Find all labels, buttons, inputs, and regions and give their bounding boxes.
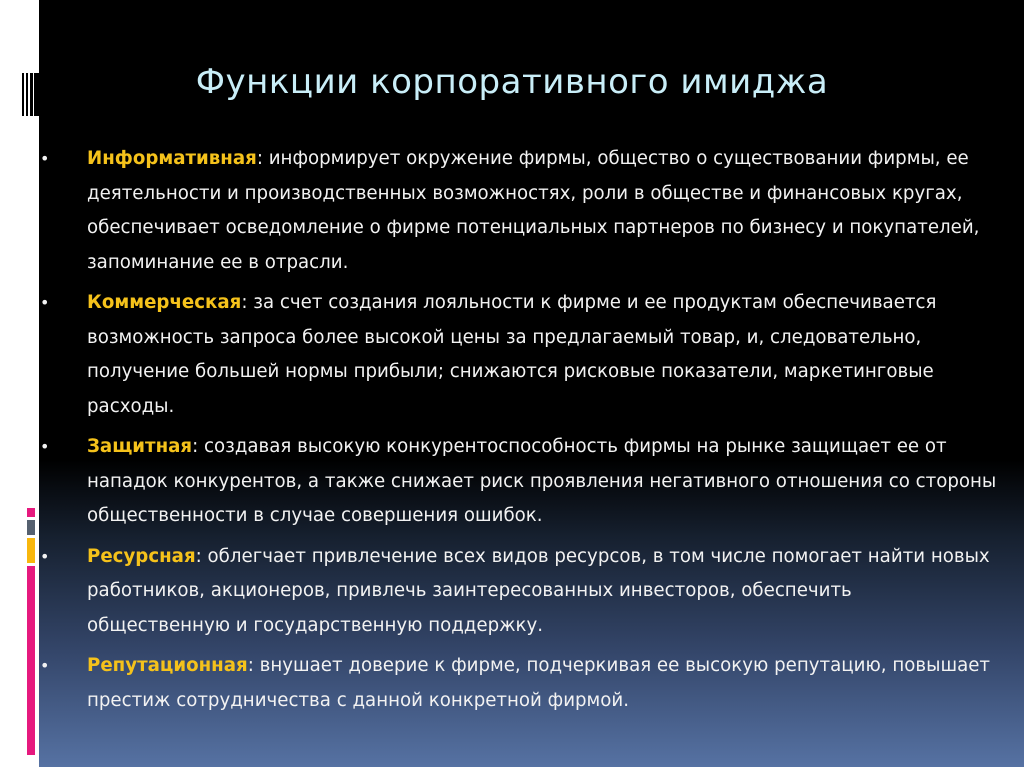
item-text: за счет создания лояльности к фирме и ее продуктам обеспечивается возможность запроса более высокой цены за предлагаемый товар, и, следовательно, получение большей нормы прибыли; снижаются рисковые показатели, маркетинговые расходы. [87,292,937,417]
item-text: внушает доверие к фирме, подчеркивая ее высокую репутацию, повышает престиж сотрудничества с данной конкретной фирмой. [87,655,991,711]
item-separator: : [192,436,205,457]
item-separator: : [256,148,269,169]
item-text: создавая высокую конкурентоспособность фирмы на рынке защищает ее от нападок конкурентов, а также снижает риск проявления негативного отношения со стороны общественности в случае совершения ошибок. [87,436,997,526]
bullet-icon: • [40,149,50,168]
decorative-bar-orange [27,538,35,563]
bullet-icon: • [40,546,50,566]
decorative-bar-gray [27,520,35,535]
bullet-icon: • [40,437,50,456]
functions-list [40,142,1000,724]
item-label: Защитная [87,436,193,457]
item-label: Ресурсная [87,545,196,567]
bullet-icon: • [40,293,50,312]
item-label: Информативная [87,148,257,169]
bullet-icon: • [40,656,50,675]
item-separator: : [195,545,208,567]
decorative-bar-pink-long [27,566,35,755]
item-separator: : [247,655,260,676]
list-item-informative [40,142,1000,280]
list-item-commercial [40,286,1000,424]
list-item-resource [40,540,1000,644]
item-separator: : [241,292,254,313]
slide-title: Функции корпоративного имиджа [195,62,829,102]
item-text: облегчает привлечение всех видов ресурсов, в том числе помогает найти новых работников, акционеров, привлечь заинтересованных инвесторов, обеспечить общественную и государственную поддержку. [87,545,990,636]
list-item-protective [40,430,1000,534]
item-label: Репутационная [87,655,248,676]
item-text: информирует окружение фирмы, общество о существовании фирмы, ее деятельности и производственных возможностях, роли в обществе и финансовых кругах, обеспечивает осведомление о фирме потенциальных партнеров по бизнесу и покупателей, запоминание ее в отрасли. [87,148,980,273]
list-item-reputational [40,649,1000,718]
item-label: Коммерческая [87,292,242,313]
decorative-bar-pink-small [27,508,35,517]
